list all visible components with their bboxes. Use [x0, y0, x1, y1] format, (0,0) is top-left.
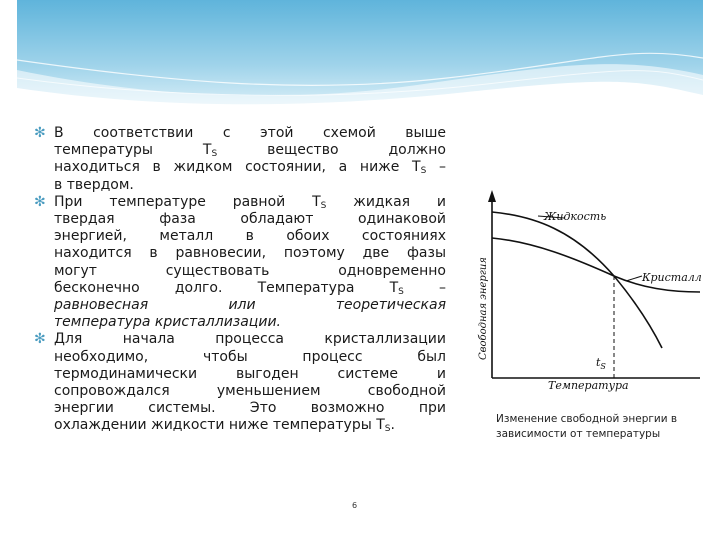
text-line: необходимо, чтобы процесс был [54, 348, 446, 365]
text-line: энергией, металл в обоих состояниях [54, 228, 446, 245]
text-line: В соответствии с этой схемой выше [54, 125, 446, 141]
bullet-item-1 [34, 125, 446, 194]
text-line: температуры $T_S$ вещество должно [54, 142, 447, 160]
diagram-caption: Изменение свободной энергии в зависимости от температуры [496, 413, 678, 440]
liquid-label: Жидкость [544, 210, 607, 223]
crystal-label: Кристалл [642, 271, 702, 284]
text-line: твердая фаза обладают одинаковой [54, 211, 446, 228]
y-axis-label: Свободная энергия [478, 257, 489, 360]
text-line: энергии системы. Это возможно при [54, 400, 446, 417]
ts-label: $t_S$ [596, 356, 606, 371]
bullet-list [34, 125, 446, 435]
bullet-item-3 [34, 331, 446, 434]
snowflake-bullet-icon: ✻ [34, 193, 46, 210]
text-line: бесконечно долго. Температура $T_S$ – [54, 279, 447, 297]
text-line: Для начала процесса кристаллизации [54, 331, 446, 348]
text-line: в твердом. [54, 176, 134, 193]
text-line: равновесная или теоретическая [54, 297, 446, 314]
y-axis-arrow [488, 190, 496, 202]
text-line: сопровождался уменьшением свободной [54, 383, 446, 400]
x-axis-label: Температура [548, 379, 629, 392]
text-line: температура кристаллизации. [54, 314, 281, 331]
liquid-curve [492, 212, 662, 348]
snowflake-bullet-icon: ✻ [34, 125, 46, 141]
crystal-leader-line [626, 276, 642, 281]
text-line: находится в равновесии, поэтому две фазы [54, 245, 446, 262]
header-wave-banner [17, 0, 703, 118]
text-line: охлаждении жидкости ниже температуры $T_S$. [54, 417, 395, 435]
page-number: 6 [352, 501, 358, 510]
text-line: При температуре равной $T_S$ жидкая и [54, 193, 447, 211]
text-line: термодинамически выгоден системе и [54, 365, 446, 382]
bullet-item-2 [34, 194, 446, 332]
text-line: находиться в жидком состоянии, а ниже $T_S$ – [54, 159, 447, 177]
text-line: могут существовать одновременно [54, 262, 446, 279]
free-energy-diagram [474, 182, 712, 392]
snowflake-bullet-icon: ✻ [34, 331, 46, 348]
